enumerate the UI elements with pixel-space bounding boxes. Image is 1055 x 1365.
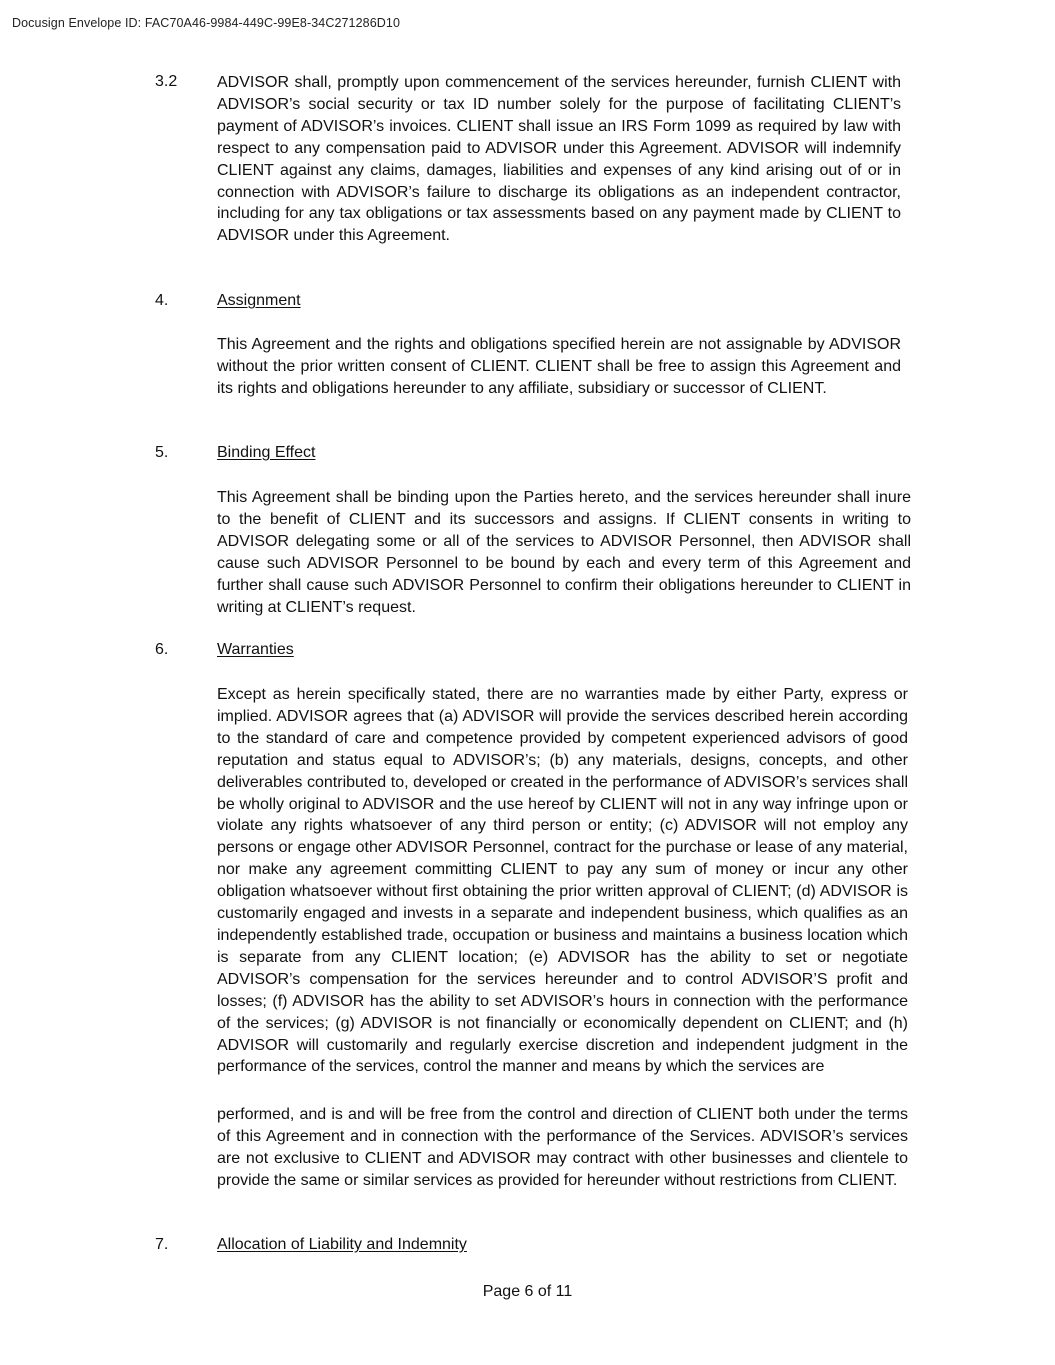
- section-body: This Agreement and the rights and obligations specified herein are not assignable by ADVISOR without the prior written consent of CLIENT. CLIENT shall be free to assign this Agreement and its rights and obligations hereunder to any affiliate, subsidiary or successor of CLIENT.: [217, 336, 901, 397]
- section-heading: Assignment: [217, 292, 301, 309]
- section-body: This Agreement shall be binding upon the Parties hereto, and the services hereunder shall inure to the benefit of CLIENT and its successors and assigns. If CLIENT consents in writing to ADVISOR delegating some or all of the services to ADVISOR Personnel, then ADVISOR shall cause such ADVISOR Personnel to be bound by each and every term of this Agreement and further shall cause such ADVISOR Personnel to confirm their obligations hereunder to CLIENT in writing at CLIENT’s request.: [217, 489, 911, 616]
- section-body-continued: performed, and is and will be free from the control and direction of CLIENT both under the terms of this Agreement and in connection with the performance of the Services. ADVISOR’s services are not exclusive to CLIENT and ADVISOR may contract with other businesses and clientele to provide the same or similar services as provided for hereunder without restrictions from CLIENT.: [217, 1106, 908, 1189]
- section-number: 6.: [155, 641, 169, 658]
- section-body: ADVISOR shall, promptly upon commencement of the services hereunder, furnish CLIENT with ADVISOR’s social security or tax ID number solely for the purpose of facilitating CLIENT’s payment of ADVISOR’s invoices. CLIENT shall issue an IRS Form 1099 as required by law with respect to any compensation paid to ADVISOR under this Agreement. ADVISOR will indemnify CLIENT against any claims, damages, liabilities and expenses of any kind arising out of or in connection with ADVISOR’s failure to discharge its obligations as an independent contractor, including for any tax obligations or tax assessments based on any payment made by CLIENT to ADVISOR under this Agreement.: [217, 74, 901, 245]
- section-body: Except as herein specifically stated, there are no warranties made by either Party, express or implied. ADVISOR agrees that (a) ADVISOR will provide the services described herein according to the standard of care and competence provided by competent experienced advisors of good reputation and status equal to ADVISOR’s; (b) any materials, designs, concepts, and other deliverables contributed to, developed or created in the performance of ADVISOR’s services shall be wholly original to ADVISOR and the use hereof by CLIENT will not in any way infringe upon or violate any rights whatsoever of any third person or entity; (c) ADVISOR will not employ any persons or engage other ADVISOR Personnel, contract for the purchase or lease of any material, nor make any agreement committing CLIENT to pay any sum of money or incur any other obligation whatsoever without first obtaining the prior written approval of CLIENT; (d) ADVISOR is customarily engaged and invests in a separate and independent business, which qualifies as an independently established trade, occupation or business and maintains a business location which is separate from any CLIENT location; (e) ADVISOR has the ability to set or negotiate ADVISOR’s compensation for the services hereunder and to control ADVISOR’S profit and losses; (f) ADVISOR has the ability to set ADVISOR’s hours in connection with the performance of the services; (g) ADVISOR is not financially or economically dependent on CLIENT; and (h) ADVISOR will customarily and regularly exercise discretion and independent judgment in the performance of the services, control the manner and means by which the services are: [217, 686, 908, 1076]
- section-heading: Allocation of Liability and Indemnity: [217, 1236, 467, 1253]
- section-number: 4.: [155, 292, 169, 309]
- section-heading: Binding Effect: [217, 444, 316, 461]
- section-heading: Warranties: [217, 641, 294, 658]
- page-number: Page 6 of 11: [482, 1283, 573, 1300]
- section-number: 5.: [155, 444, 169, 461]
- section-number: 7.: [155, 1236, 169, 1253]
- section-number: 3.2: [155, 73, 178, 90]
- envelope-id: Docusign Envelope ID: FAC70A46-9984-449C-99E8-34C271286D10: [12, 16, 400, 30]
